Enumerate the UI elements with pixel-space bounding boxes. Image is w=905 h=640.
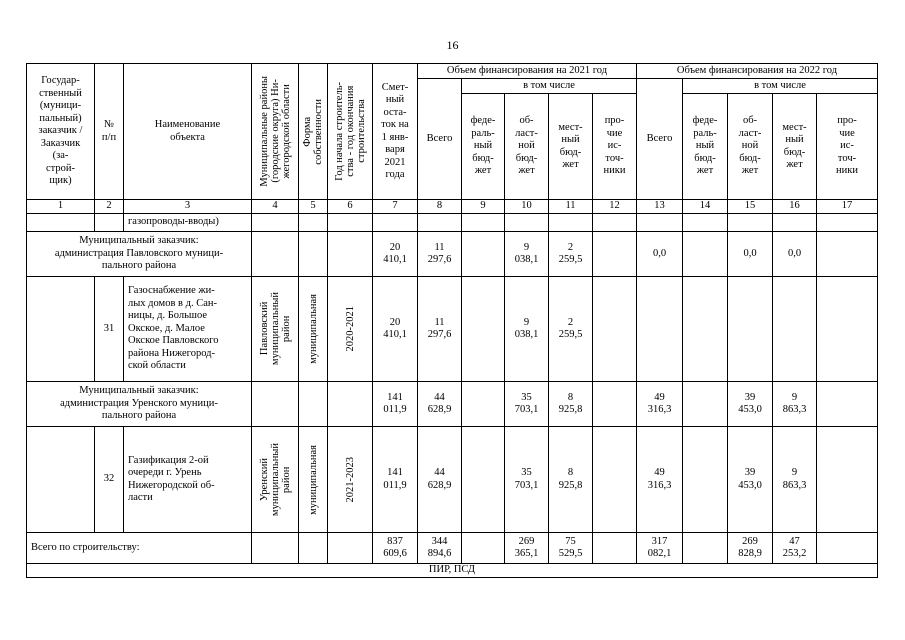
- cell-local-2021: 75 529,5: [549, 533, 593, 564]
- cell-estimate: 20 410,1: [373, 232, 418, 277]
- object-years: 2020-2021: [328, 277, 373, 382]
- cell-local-2021: 2 259,5: [549, 277, 593, 382]
- header-incl-2022: в том числе: [683, 79, 878, 94]
- continued-object-name: газопроводы-вводы): [124, 214, 252, 232]
- object-district: Павловский муниципальный район: [252, 277, 299, 382]
- cell-regional-2022: 269 828,9: [728, 533, 773, 564]
- table-row-municipal-customer: [27, 382, 878, 427]
- cell-local-2022: 0,0: [773, 232, 817, 277]
- cell-total-2022: 49 316,3: [637, 382, 683, 427]
- object-district: Уренский муниципальный район: [252, 427, 299, 533]
- cell-estimate: 141 011,9: [373, 427, 418, 533]
- col-number: 4: [252, 200, 299, 214]
- cell-regional-2021: 35 703,1: [505, 382, 549, 427]
- header-regional-2021: об- ласт- ной бюд- жет: [505, 94, 549, 200]
- col-number: 17: [817, 200, 878, 214]
- col-number: 10: [505, 200, 549, 214]
- cell-total-2022: 317 082,1: [637, 533, 683, 564]
- object-years: 2021-2023: [328, 427, 373, 533]
- col-number: 15: [728, 200, 773, 214]
- header-total-2021: Всего: [418, 79, 462, 200]
- cell-local-2022: 9 863,3: [773, 427, 817, 533]
- header-federal-2021: феде- раль- ный бюд- жет: [462, 94, 505, 200]
- cell-regional-2021: 9 038,1: [505, 277, 549, 382]
- header-years: Год начала строитель- ства - год окончания строительства: [328, 64, 373, 200]
- cell-local-2021: 8 925,8: [549, 382, 593, 427]
- section-label: ПИР, ПСД: [27, 564, 878, 578]
- table-row-object: [27, 427, 878, 533]
- municipal-customer-label: Муниципальный заказчик: администрация Уренского муници- пального района: [27, 382, 252, 427]
- col-number: 6: [328, 200, 373, 214]
- header-num: № п/п: [95, 64, 124, 200]
- object-ownership: муниципальная: [299, 427, 328, 533]
- header-federal-2022: феде- раль- ный бюд- жет: [683, 94, 728, 200]
- table-row-continuation: [27, 214, 878, 232]
- col-number: 8: [418, 200, 462, 214]
- table-row-municipal-customer: [27, 232, 878, 277]
- header-incl-2021: в том числе: [462, 79, 637, 94]
- cell-local-2022: 47 253,2: [773, 533, 817, 564]
- header-customer: Государ- ственный (муници- пальный) заказчик / Заказчик (за- строй- щик): [27, 64, 95, 200]
- cell-regional-2021: 35 703,1: [505, 427, 549, 533]
- cell-total-2021: 11 297,6: [418, 232, 462, 277]
- col-number: 16: [773, 200, 817, 214]
- header-local-2021: мест- ный бюд- жет: [549, 94, 593, 200]
- cell-estimate: 20 410,1: [373, 277, 418, 382]
- cell-total-2022: 0,0: [637, 232, 683, 277]
- cell-total-2021: 44 628,9: [418, 427, 462, 533]
- cell-total-2022: 49 316,3: [637, 427, 683, 533]
- cell-regional-2021: 9 038,1: [505, 232, 549, 277]
- cell-total-2021: 44 628,9: [418, 382, 462, 427]
- col-number: 9: [462, 200, 505, 214]
- header-local-2022: мест- ный бюд- жет: [773, 94, 817, 200]
- col-number: 7: [373, 200, 418, 214]
- column-number-row: [27, 200, 878, 214]
- header-row-1: [27, 64, 878, 79]
- col-number: 5: [299, 200, 328, 214]
- header-regional-2022: об- ласт- ной бюд- жет: [728, 94, 773, 200]
- cell-regional-2022: 0,0: [728, 232, 773, 277]
- header-fin-2021: Объем финансирования на 2021 год: [418, 64, 637, 79]
- header-total-2022: Всего: [637, 79, 683, 200]
- header-other-2021: про- чие ис- точ- ники: [593, 94, 637, 200]
- cell-total-2021: 11 297,6: [418, 277, 462, 382]
- header-fin-2022: Объем финансирования на 2022 год: [637, 64, 878, 79]
- header-estimate: Смет- ный оста- ток на 1 янв- варя 2021 года: [373, 64, 418, 200]
- table-row-object: [27, 277, 878, 382]
- cell-regional-2022: 39 453,0: [728, 427, 773, 533]
- object-number: 31: [95, 277, 124, 382]
- header-other-2022: про- чие ис- точ- ники: [817, 94, 878, 200]
- header-object-name: Наименование объекта: [124, 64, 252, 200]
- cell-regional-2021: 269 365,1: [505, 533, 549, 564]
- municipal-customer-label: Муниципальный заказчик: администрация Павловского муници- пального района: [27, 232, 252, 277]
- col-number: 13: [637, 200, 683, 214]
- col-number: 14: [683, 200, 728, 214]
- cell-local-2022: 9 863,3: [773, 382, 817, 427]
- page-number: 16: [446, 38, 459, 52]
- header-ownership: Форма собственности: [299, 64, 328, 200]
- col-number: 12: [593, 200, 637, 214]
- cell-total-2021: 344 894,6: [418, 533, 462, 564]
- total-label: Всего по строительству:: [27, 533, 252, 564]
- table-row-total: [27, 533, 878, 564]
- table-row-section: [27, 564, 878, 578]
- cell-estimate: 837 609,6: [373, 533, 418, 564]
- col-number: 11: [549, 200, 593, 214]
- col-number: 1: [27, 200, 95, 214]
- object-ownership: муниципальная: [299, 277, 328, 382]
- cell-local-2021: 8 925,8: [549, 427, 593, 533]
- col-number: 3: [124, 200, 252, 214]
- object-name: Газоснабжение жи- лых домов в д. Сан- ницы, д. Большое Окское, д. Малое Окское Павловского района Нижегород- ской области: [124, 277, 252, 382]
- object-name: Газификация 2-ой очереди г. Урень Нижегородской об- ласти: [124, 427, 252, 533]
- cell-local-2021: 2 259,5: [549, 232, 593, 277]
- object-number: 32: [95, 427, 124, 533]
- cell-estimate: 141 011,9: [373, 382, 418, 427]
- cell-regional-2022: 39 453,0: [728, 382, 773, 427]
- header-districts: Муниципальные районы (городские округа) Ни- жегородской области: [252, 64, 299, 200]
- financing-table: [26, 63, 878, 578]
- col-number: 2: [95, 200, 124, 214]
